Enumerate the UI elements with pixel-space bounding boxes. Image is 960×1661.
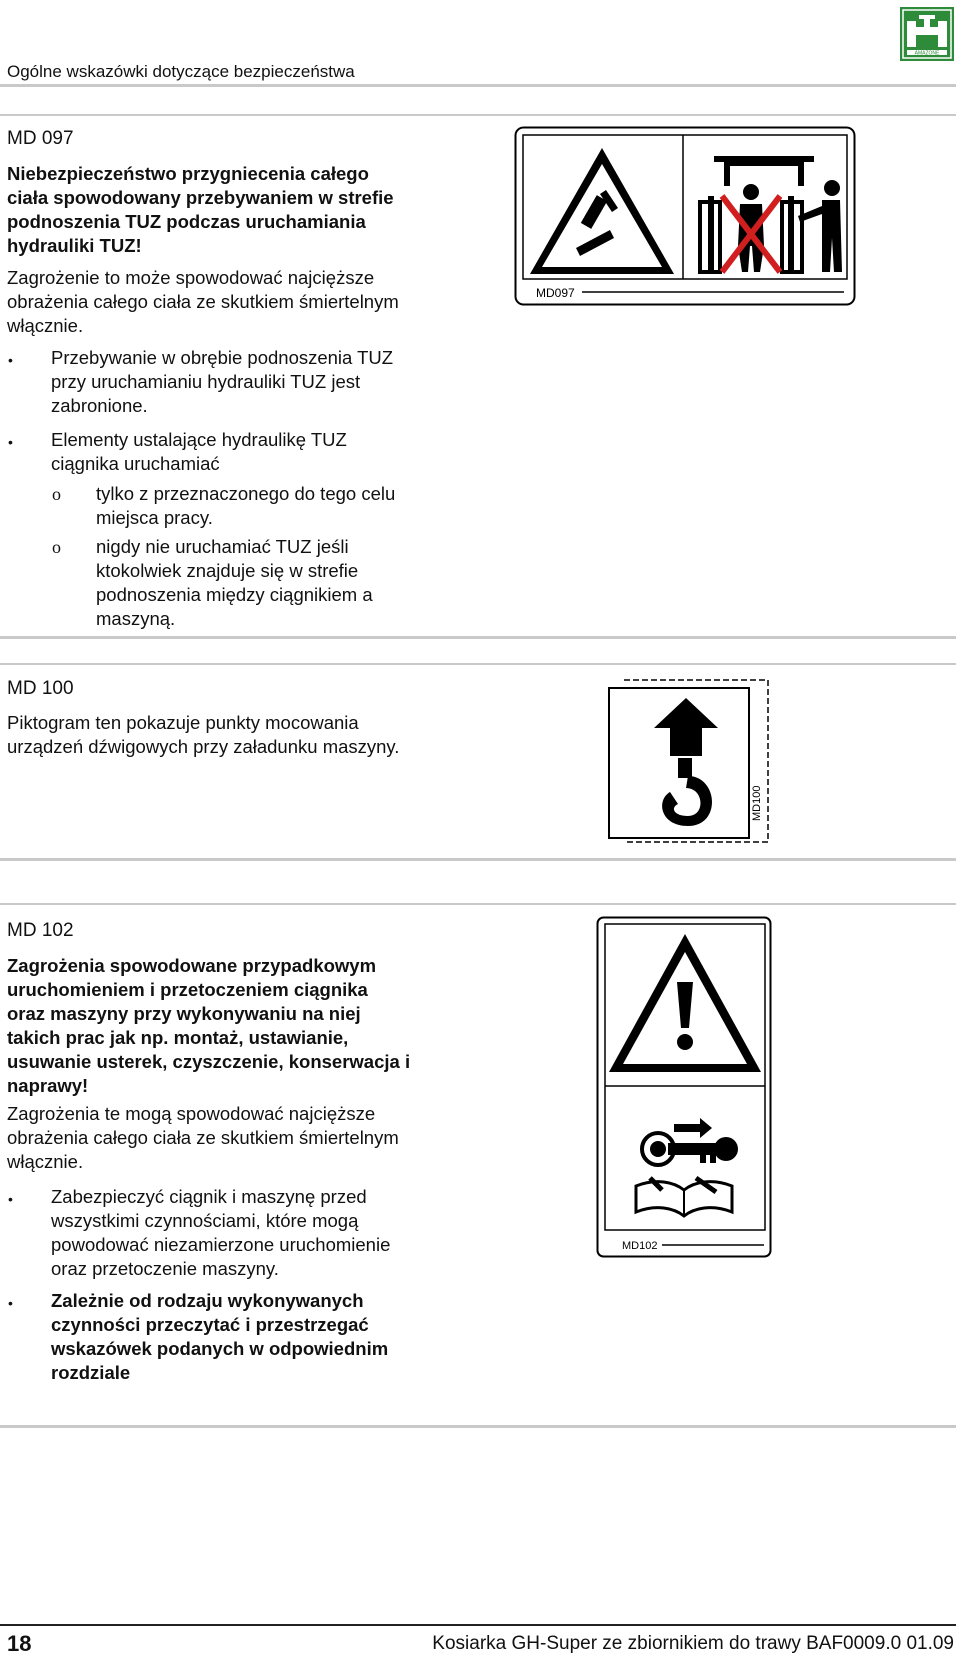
md097-sub-bullet-1: tylko z przeznaczonego do tego celu miejsca pracy. — [96, 483, 396, 528]
md100-description: Piktogram ten pokazuje punkty mocowania urządzeń dźwigowych przy załadunku maszyny. — [7, 712, 400, 757]
md097-bullet-1: Przebywanie w obrębie podnoszenia TUZ przy uruchamianiu hydrauliki TUZ jest zabronione. — [51, 347, 394, 416]
md097-hazard: Zagrożenie to może spowodować najcięższe obrażenia całego ciała ze skutkiem śmiertelnym włącznie. — [7, 267, 399, 336]
section-divider — [0, 636, 956, 639]
page-header-title: Ogólne wskazówki dotyczące bezpieczeństwa — [7, 62, 355, 81]
footer-document-info: Kosiarka GH-Super ze zbiornikiem do trawy BAF0009.0 01.09 — [432, 1633, 954, 1654]
md097-section-id: MD 097 — [7, 128, 74, 149]
header-divider — [0, 84, 956, 87]
amazone-logo — [900, 7, 954, 61]
section-divider — [0, 1425, 956, 1428]
sub-bullet-marker: ο — [52, 484, 61, 504]
md102-bullet-1: Zabezpieczyć ciągnik i maszynę przed wszystkimi czynnościami, które mogą powodować niezamierzone uruchomienie oraz przetoczenie maszyny. — [51, 1186, 391, 1279]
footer-divider — [0, 1624, 956, 1626]
section-divider — [0, 663, 956, 665]
md097-warning: Niebezpieczeństwo przygniecenia całego ciała spowodowany przebywaniem w strefie podnoszenia TUZ podczas uruchamiania hydrauliki TUZ! — [7, 163, 394, 256]
section-divider — [0, 903, 956, 905]
md102-section-id: MD 102 — [7, 920, 74, 941]
md102-label: MD102 — [622, 1240, 658, 1252]
page-number: 18 — [7, 1631, 32, 1656]
md102-bullet-2: Zależnie od rodzaju wykonywanych czynności przeczytać i przestrzegać wskazówek podanych w odpowiednim rozdziale — [51, 1290, 389, 1383]
sub-bullet-marker: ο — [52, 537, 61, 557]
section-divider — [0, 858, 956, 861]
logo-text: AMAZONE — [914, 50, 940, 57]
md097-bullet-2: Elementy ustalające hydraulikę TUZ ciągnika uruchamiać — [51, 429, 347, 474]
md097-pictogram — [514, 126, 856, 306]
md102-pictogram — [596, 916, 772, 1260]
md097-label: MD097 — [536, 286, 575, 300]
bullet-marker: • — [8, 1191, 13, 1207]
md097-sub-bullet-2: nigdy nie uruchamiać TUZ jeśli ktokolwiek znajduje się w strefie podnoszenia między ciągnikiem a maszyną. — [96, 536, 373, 629]
md100-section-id: MD 100 — [7, 678, 74, 699]
bullet-marker: • — [8, 1295, 13, 1311]
md102-warning: Zagrożenia spowodowane przypadkowym uruchomieniem i przetoczeniem ciągnika oraz maszyny przy wykonywaniu na niej takich prac jak np. montaż, ustawianie, usuwanie usterek, czyszczenie, konserwacja i naprawy! — [7, 955, 411, 1096]
md100-label: MD100 — [751, 785, 763, 821]
section-divider-top — [0, 114, 956, 116]
md102-hazard: Zagrożenia te mogą spowodować najcięższe obrażenia całego ciała ze skutkiem śmiertelnym włącznie. — [7, 1103, 399, 1172]
bullet-marker: • — [8, 434, 13, 450]
md100-pictogram — [600, 676, 772, 848]
bullet-marker: • — [8, 352, 13, 368]
